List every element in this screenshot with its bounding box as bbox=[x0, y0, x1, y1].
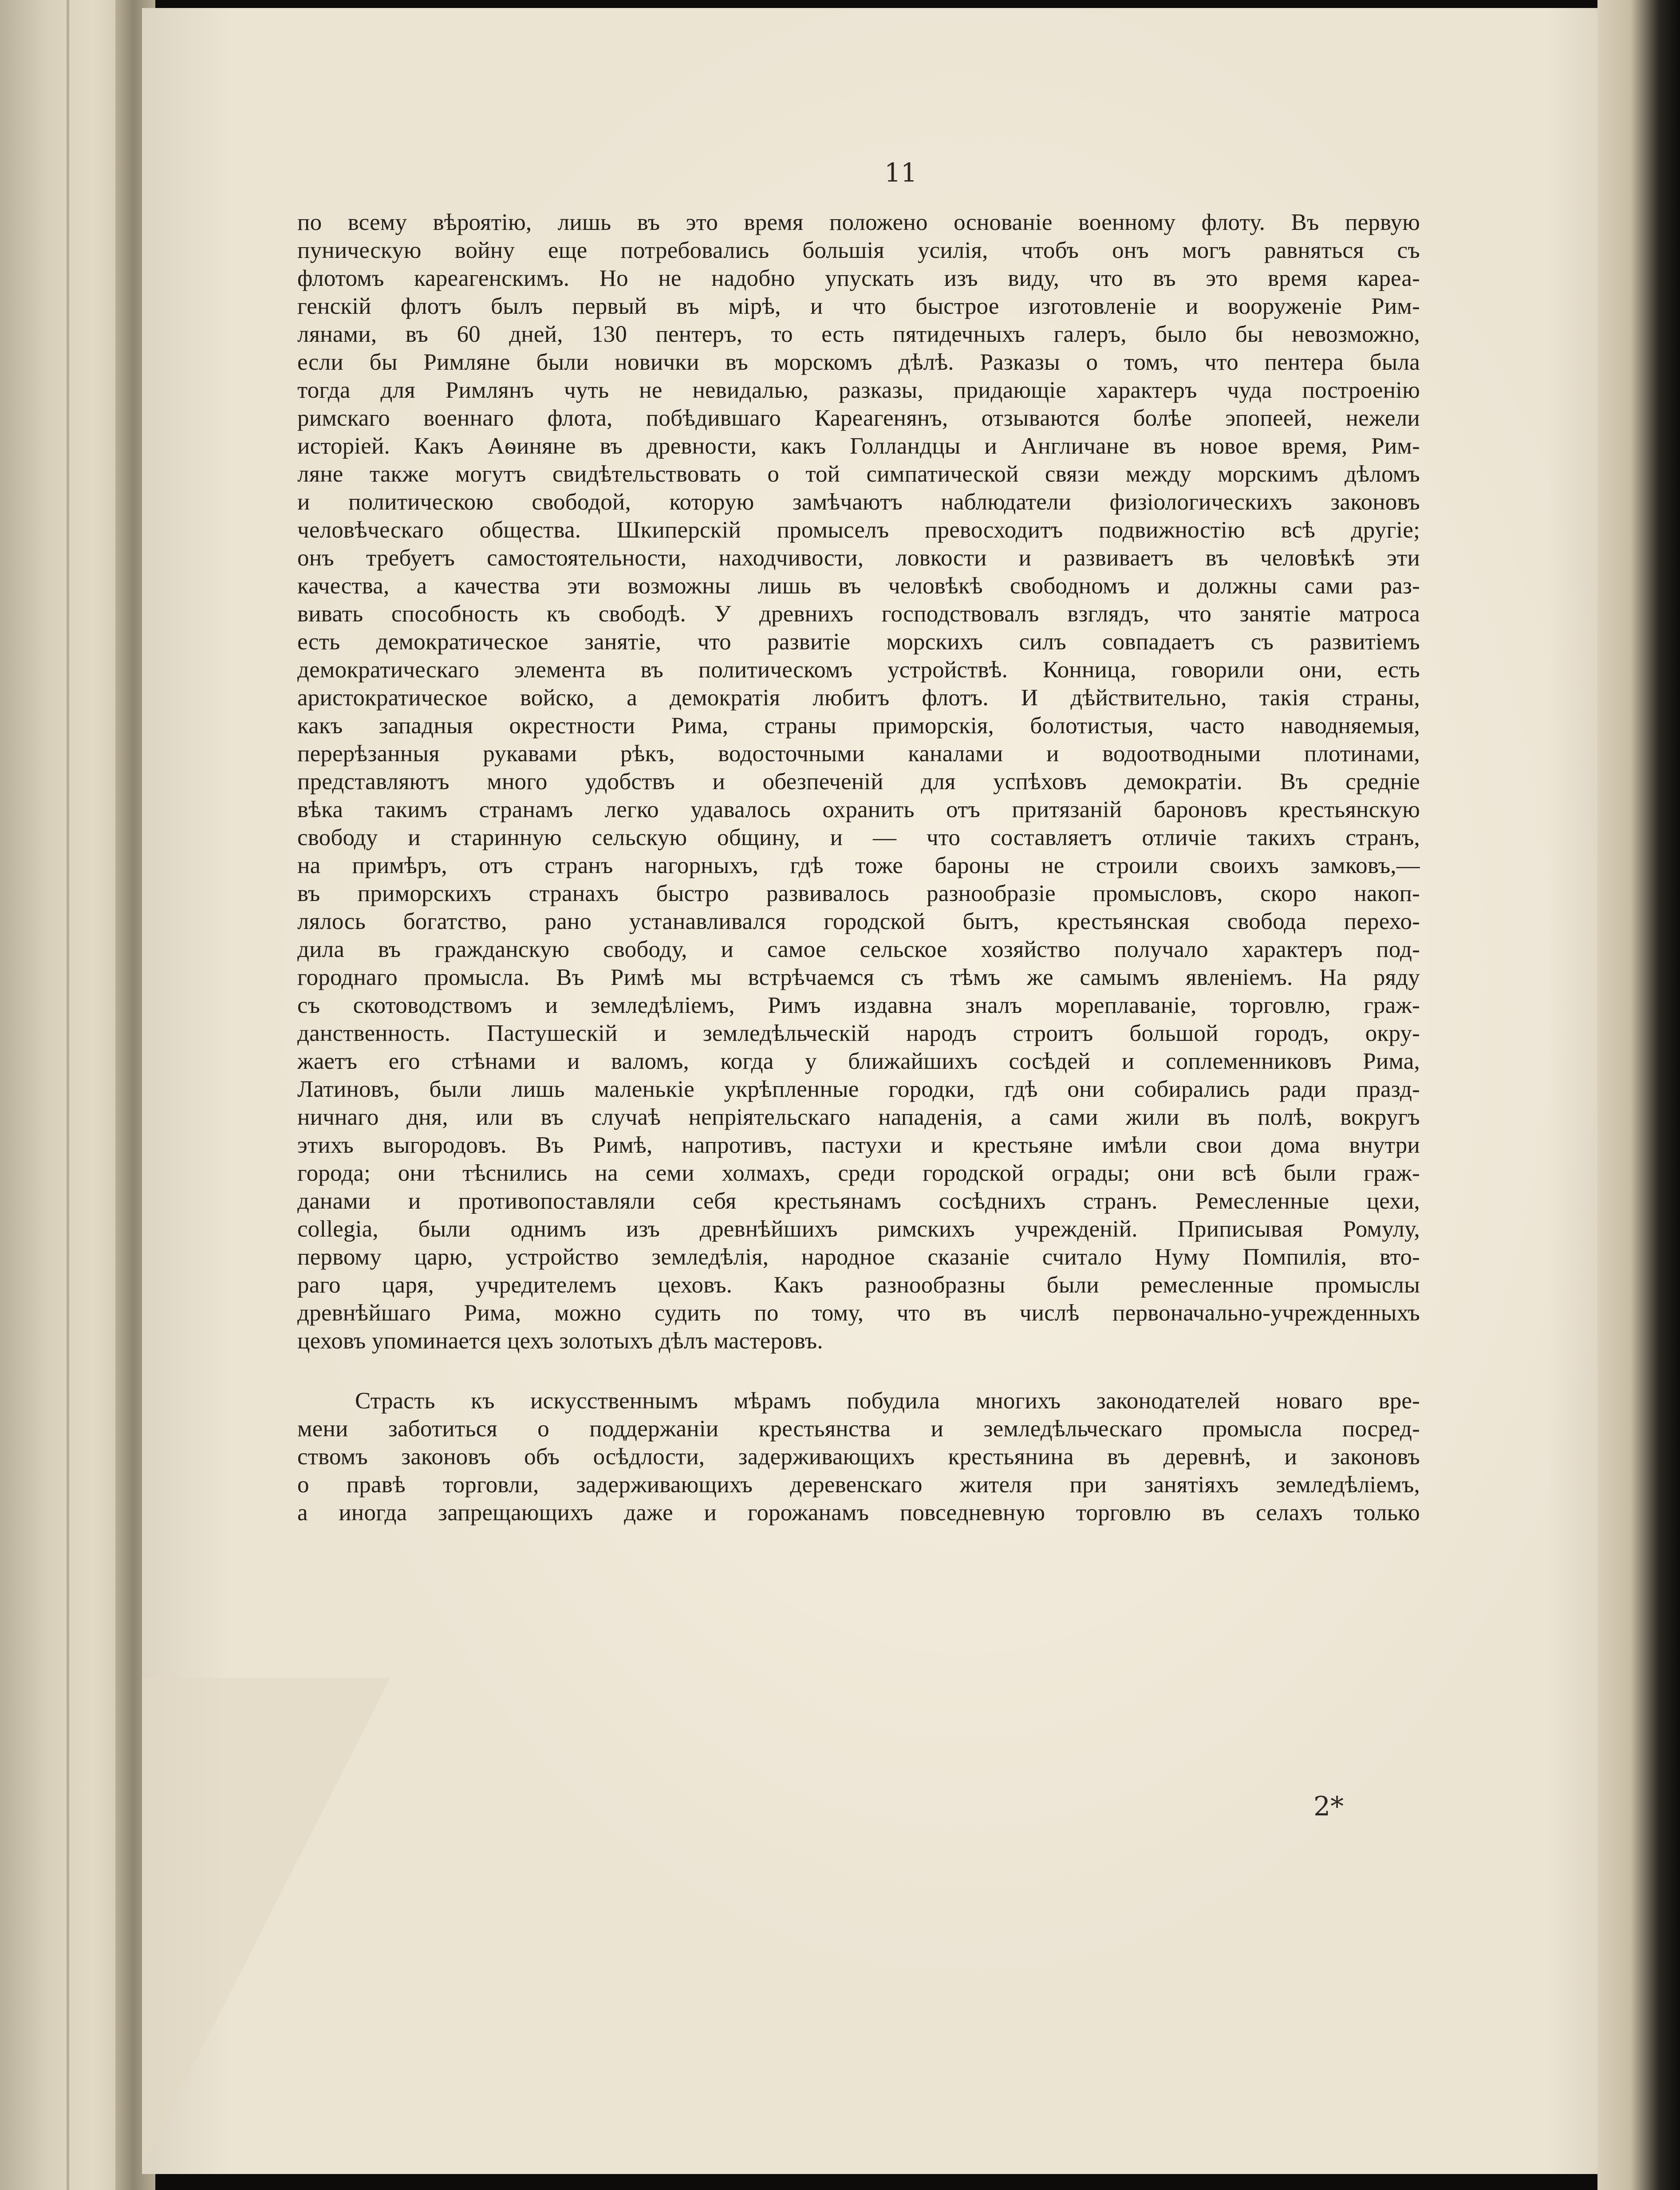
text-line: о правѣ торговли, задерживающихъ деревенскаго жителя при занятіяхъ земледѣліемъ, bbox=[297, 1472, 1420, 1498]
text-line: вѣка такимъ странамъ легко удавалось охранить отъ притязаній бароновъ крестьянскую bbox=[297, 797, 1420, 822]
text-line: раго царя, учредителемъ цеховъ. Какъ разнообразны были ремесленные промыслы bbox=[297, 1272, 1420, 1298]
text-line: тогда для Римлянъ чуть не невидалью, разказы, придающіе характеръ чуда построенію bbox=[297, 377, 1420, 403]
text-line: дила въ гражданскую свободу, и самое сельское хозяйство получало характеръ под- bbox=[297, 937, 1420, 962]
text-line: если бы Римляне были новички въ морскомъ дѣлѣ. Разказы о томъ, что пентера была bbox=[297, 349, 1420, 375]
text-line: римскаго военнаго флота, побѣдившаго Кареагенянъ, отзываются болѣе эпопеей, нежели bbox=[297, 405, 1420, 431]
text-line: въ приморскихъ странахъ быстро развивалось разнообразіе промысловъ, скоро накоп- bbox=[297, 881, 1420, 906]
text-line: а иногда запрещающихъ даже и горожанамъ повседневную торговлю въ селахъ только bbox=[297, 1500, 1420, 1526]
text-line: и политическою свободой, которую замѣчаютъ наблюдатели физіологическихъ законовъ bbox=[297, 489, 1420, 515]
text-line: данами и противопоставляли себя крестьянамъ сосѣднихъ странъ. Ремесленные цехи, bbox=[297, 1188, 1420, 1214]
text-line: съ скотоводствомъ и земледѣліемъ, Римъ издавна зналъ мореплаваніе, торговлю, граж- bbox=[297, 992, 1420, 1018]
text-line: цеховъ упоминается цехъ золотыхъ дѣлъ мастеровъ. bbox=[297, 1328, 823, 1354]
text-line: лялось богатство, рано устанавливался городской бытъ, крестьянская свобода перехо- bbox=[297, 909, 1420, 934]
text-line: древнѣйшаго Рима, можно судить по тому, что въ числѣ первоначально-учрежденныхъ bbox=[297, 1300, 1420, 1326]
text-line: перерѣзанныя рукавами рѣкъ, водосточными каналами и водоотводными плотинами, bbox=[297, 741, 1420, 767]
text-line: свободу и старинную сельскую общину, и — что составляетъ отличіе такихъ странъ, bbox=[297, 825, 1420, 850]
signature-mark: 2* bbox=[1313, 1791, 1344, 1822]
page-number: 11 bbox=[884, 158, 917, 188]
paragraph-gap bbox=[297, 1355, 1420, 1387]
text-line: качества, а качества эти возможны лишь въ человѣкѣ свободномъ и должны сами раз- bbox=[297, 573, 1420, 599]
text-line: первому царю, устройство земледѣлія, народное сказаніе считало Нуму Помпилія, вто- bbox=[297, 1244, 1420, 1270]
text-line: ляне также могутъ свидѣтельствовать о той симпатической связи между морскимъ дѣломъ bbox=[297, 461, 1420, 487]
text-line: флотомъ кареагенскимъ. Но не надобно упускать изъ виду, что въ это время кареа- bbox=[297, 265, 1420, 291]
text-line: данственность. Пастушескій и земледѣльческій народъ строитъ большой городъ, окру- bbox=[297, 1020, 1420, 1046]
folded-corner bbox=[142, 1678, 390, 2166]
text-line: мени заботиться о поддержаніи крестьянства и земледѣльческаго промысла посред- bbox=[297, 1416, 1420, 1442]
text-line: исторіей. Какъ Аѳиняне въ древности, какъ Голландцы и Англичане въ новое время, Рим- bbox=[297, 433, 1420, 459]
text-line: ствомъ законовъ объ осѣдлости, задерживающихъ крестьянина въ деревнѣ, и законовъ bbox=[297, 1444, 1420, 1470]
text-line: человѣческаго общества. Шкиперскій промыселъ превосходитъ подвижностію всѣ другіе; bbox=[297, 517, 1420, 543]
text-line: представляютъ много удобствъ и обезпеченій для успѣховъ демократіи. Въ средніе bbox=[297, 769, 1420, 795]
text-line: collegia, были однимъ изъ древнѣйшихъ римскихъ учрежденій. Приписывая Ромулу, bbox=[297, 1216, 1420, 1242]
text-line: города; они тѣснились на семи холмахъ, среди городской ограды; они всѣ были граж- bbox=[297, 1160, 1420, 1186]
left-page-edge bbox=[67, 0, 69, 2190]
text-line: этихъ выгородовъ. Въ Римѣ, напротивъ, пастухи и крестьяне имѣли свои дома внутри bbox=[297, 1132, 1420, 1158]
text-line: онъ требуетъ самостоятельности, находчивости, ловкости и развиваетъ въ человѣкѣ эти bbox=[297, 545, 1420, 571]
text-line: жаетъ его стѣнами и валомъ, когда у ближайшихъ сосѣдей и соплеменниковъ Рима, bbox=[297, 1048, 1420, 1074]
text-line: какъ западныя окрестности Рима, страны приморскія, болотистыя, часто наводняемыя, bbox=[297, 713, 1420, 739]
text-line: лянами, въ 60 дней, 130 пентеръ, то есть пятидечныхъ галеръ, было бы невозможно, bbox=[297, 321, 1420, 347]
body-text bbox=[297, 209, 1420, 1527]
text-line: ничнаго дня, или въ случаѣ непріятельскаго нападенія, а сами жили въ полѣ, вокругъ bbox=[297, 1104, 1420, 1130]
text-line: есть демократическое занятіе, что развитіе морскихъ силъ совпадаетъ съ развитіемъ bbox=[297, 629, 1420, 655]
text-line: городнаго промысла. Въ Римѣ мы встрѣчаемся съ тѣмъ же самымъ явленіемъ. На ряду bbox=[297, 965, 1420, 990]
text-line: Страсть къ искусственнымъ мѣрамъ побудила многихъ законодателей новаго вре- bbox=[355, 1388, 1420, 1414]
text-line: Латиновъ, были лишь маленькіе укрѣпленные городки, гдѣ они собирались ради празд- bbox=[297, 1076, 1420, 1102]
text-line: демократическаго элемента въ политическомъ устройствѣ. Конница, говорили они, есть bbox=[297, 657, 1420, 683]
text-line: генскій флотъ былъ первый въ мірѣ, и что быстрое изготовленіе и вооруженіе Рим- bbox=[297, 293, 1420, 319]
worn-right-edge bbox=[1597, 0, 1680, 2190]
text-line: вивать способность къ свободѣ. У древнихъ господствовалъ взглядъ, что занятіе матроса bbox=[297, 601, 1420, 627]
text-line: на примѣръ, отъ странъ нагорныхъ, гдѣ тоже бароны не строили своихъ замковъ,— bbox=[297, 853, 1420, 878]
text-line: аристократическое войско, а демократія любитъ флотъ. И дѣйствительно, такія страны, bbox=[297, 685, 1420, 711]
text-line: пуническую войну еще потребовались большія усилія, чтобъ онъ могъ равняться съ bbox=[297, 237, 1420, 263]
text-line: по всему вѣроятію, лишь въ это время положено основаніе военному флоту. Въ первую bbox=[297, 210, 1420, 235]
